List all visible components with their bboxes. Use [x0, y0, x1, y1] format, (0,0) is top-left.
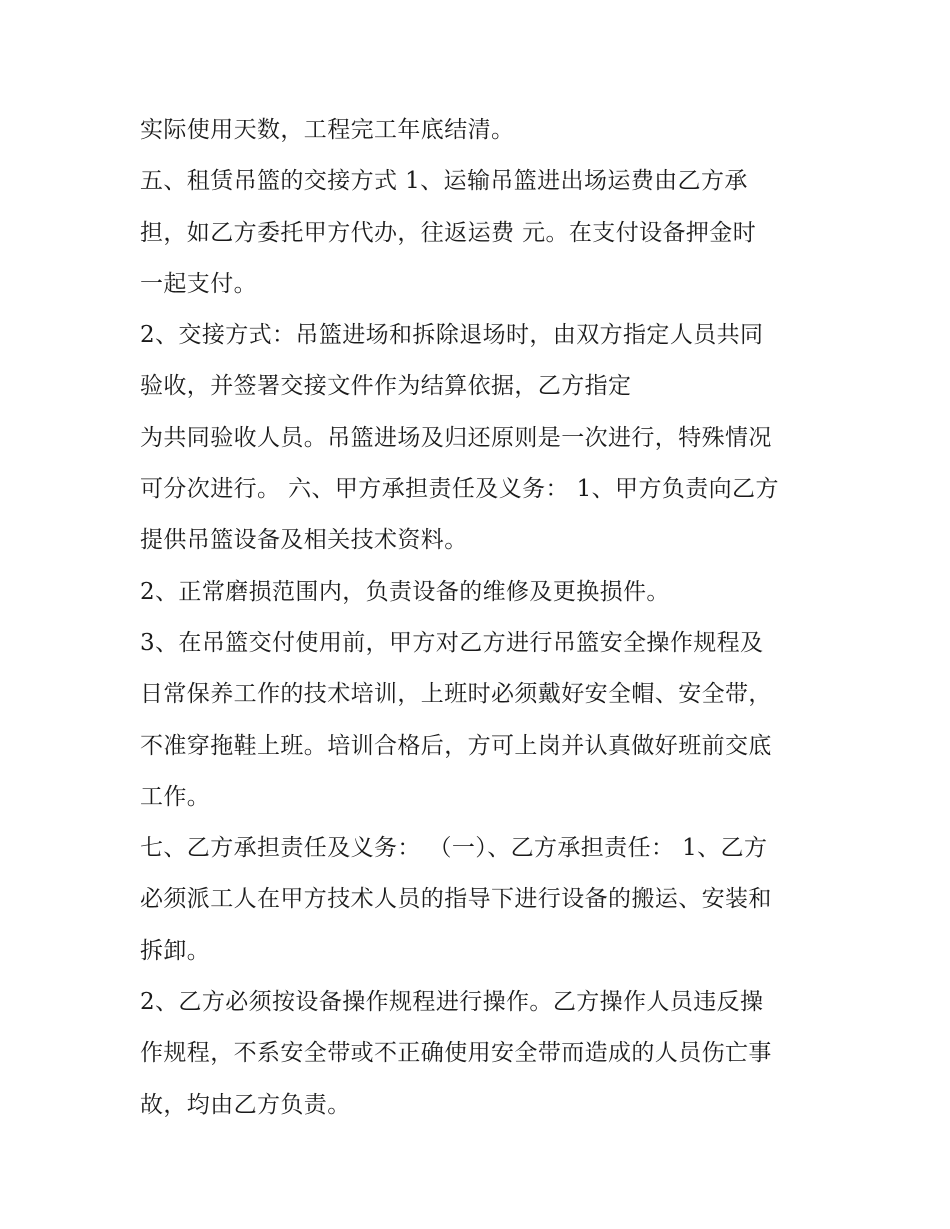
text-line: 拆卸。: [140, 937, 211, 964]
text-line: 2、乙方必须按设备操作规程进行操作。乙方操作人员违反操: [140, 989, 764, 1016]
text-line: 七、乙方承担责任及义务： （一）、乙方承担责任： 1、乙方: [140, 835, 768, 862]
text-line: 验收，并签署交接文件作为结算依据，乙方指定: [140, 373, 632, 400]
text-line: 2、正常磨损范围内，负责设备的维修及更换损件。: [140, 578, 670, 605]
text-line: 担，如乙方委托甲方代办，往返运费 元。在支付设备押金时: [140, 219, 757, 246]
text-line: 故，均由乙方负责。: [140, 1091, 351, 1118]
text-line: 实际使用天数，工程完工年底结清。: [140, 117, 515, 143]
text-line: 可分次进行。 六、甲方承担责任及义务： 1、甲方负责向乙方: [140, 476, 779, 503]
text-line: 五、租赁吊篮的交接方式 1、运输吊篮进出场运费由乙方承: [140, 168, 748, 195]
text-line: 必须派工人在甲方技术人员的指导下进行设备的搬运、安装和: [140, 886, 772, 913]
text-line: 不准穿拖鞋上班。培训合格后，方可上岗并认真做好班前交底: [140, 732, 772, 759]
text-line: 一起支付。: [140, 270, 257, 297]
text-line: 2、交接方式：吊篮进场和拆除退场时，由双方指定人员共同: [140, 322, 764, 349]
text-line: 作规程，不系安全带或不正确使用安全带而造成的人员伤亡事: [140, 1040, 772, 1067]
text-line: 工作。: [140, 783, 211, 810]
document-body: [140, 108, 830, 1134]
text-line: 3、在吊篮交付使用前，甲方对乙方进行吊篮安全操作规程及: [140, 629, 764, 656]
text-line: 为共同验收人员。吊篮进场及归还原则是一次进行，特殊情况: [140, 424, 772, 451]
text-line: 提供吊篮设备及相关技术资料。: [140, 527, 468, 554]
text-line: 日常保养工作的技术培训，上班时必须戴好安全帽、安全带，: [140, 681, 772, 708]
